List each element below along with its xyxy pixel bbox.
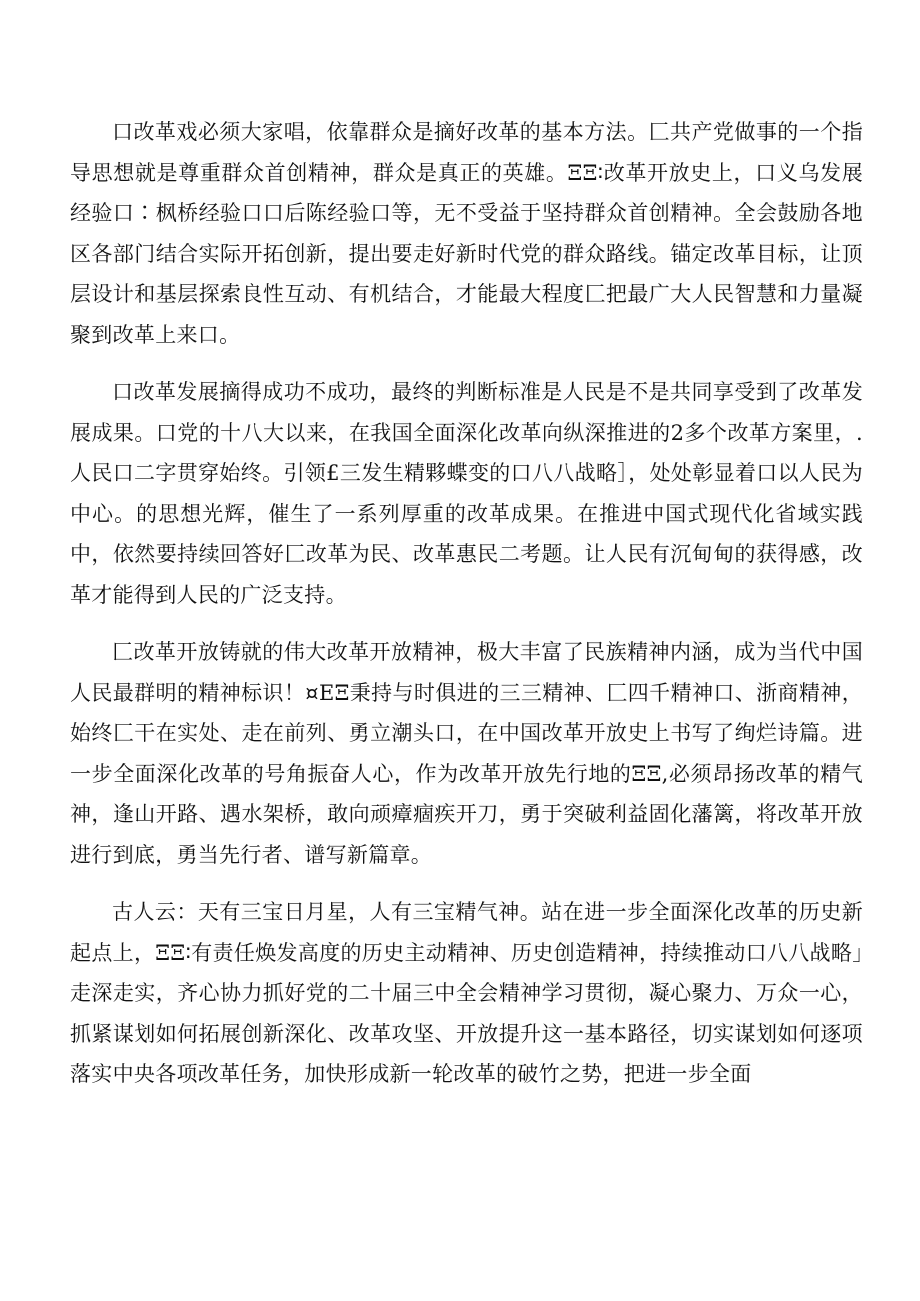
paragraph-1: 口改革戏必须大家唱，依靠群众是摘好改革的基本方法。匚共产党做事的一个指导思想就是尊重群众首创精神，群众是真正的英雄。ΞΞ∶改革开放史上，口义乌发展经验口∶枫桥经验口口后陈经验口等，无不受益于坚持群众首创精神。全会鼓励各地区各部门结合实际开拓创新，提出要走好新时代党的群众路线。锚定改革目标，让顶层设计和基层探索良性互动、有机结合，才能最大程度匚把最广大人民智慧和力量凝聚到改革上来口。 (70, 120, 863, 347)
paragraph-2: 口改革发展摘得成功不成功，最终的判断标准是人民是不是共同享受到了改革发展成果。口党的十八大以来，在我国全面深化改革向纵深推进的2多个改革方案里，.人民口二字贯穿始终。引领£三发生精夥蝶变的口八八战略］，处处彰显着口以人民为中心。的思想光辉，催生了一系列厚重的改革成果。在推进中国式现代化省域实践中，依然要持续回答好匚改革为民、改革惠民二考题。让人民有沉甸甸的获得感，改革才能得到人民的广泛支持。 (70, 380, 863, 607)
paragraph-4: 古人云：天有三宝日月星，人有三宝精气神。站在进一步全面深化改革的历史新起点上，ΞΞ∶有责任焕发高度的历史主动精神、历史创造精神，持续推动口八八战略」走深走实，齐心协力抓好党的二十届三中全会精神学习贯彻，凝心聚力、万众一心，抓紧谋划如何拓展创新深化、改革攻坚、开放提升这一基本路径，切实谋划如何逐项落实中央各项改革任务，加快形成新一轮改革的破竹之势，把进一步全面 (70, 900, 863, 1086)
paragraph-3: 匚改革开放铸就的伟大改革开放精神，极大丰富了民族精神内涵，成为当代中国人民最群明的精神标识！¤EΞ秉持与时俱进的三三精神、匚四千精神口、浙商精神，始终匚干在实处、走在前列、勇立潮头口，在中国改革开放史上书写了绚烂诗篇。进一步全面深化改革的号角振奋人心，作为改革开放先行地的ΞΞ,必须昂扬改革的精气神，逢山开路、遇水架桥，敢向顽瘴痼疾开刀，勇于突破利益固化藩篱，将改革开放进行到底，勇当先行者、谱写新篇章。 (70, 640, 863, 867)
document-body (70, 112, 863, 1095)
